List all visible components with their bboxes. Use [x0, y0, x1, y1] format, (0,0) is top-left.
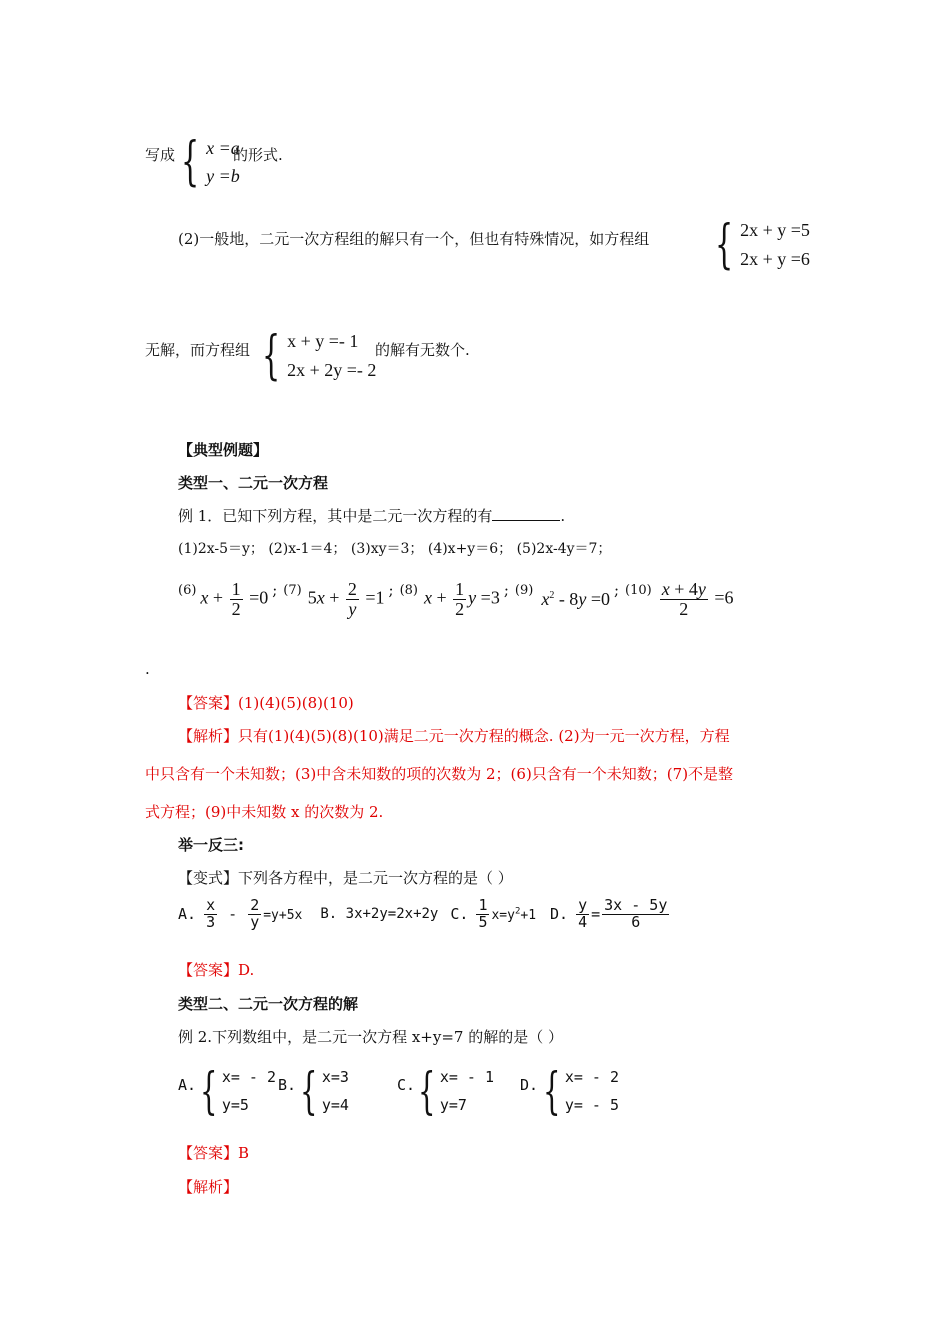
item-8-equation: x + $\frac{1}{2}$ y =3	[424, 579, 500, 619]
option-a-label: A.	[178, 905, 197, 924]
item-9-equation: $x^2 - 8y =0$	[541, 588, 610, 609]
brace-icon: {	[181, 132, 200, 192]
example2-option-a-label: A.	[178, 1076, 197, 1094]
section-title: 【典型例题】	[178, 441, 269, 459]
item-10-equation: $\frac{x + 4y}{2}$ =6	[661, 579, 734, 619]
option-c-label: C.	[450, 905, 469, 924]
item-9-label: (9)	[514, 582, 534, 598]
equations-row-1: (1)2x-5＝y； (2)x-1＝4； (3)xy＝3； (4)x+y＝6； (5)2x-4y＝7；	[178, 541, 612, 557]
example1-analysis-line2: 中只含有一个未知数；(3)中含未知数的项的次数为 2；(6)只含有一个未知数；(7)不是整	[145, 765, 734, 783]
item-7-label: (7)	[283, 582, 302, 598]
example2-option-d	[543, 1063, 619, 1119]
type1-title: 类型一、二元一次方程	[178, 474, 329, 492]
option-d-line-1: x= - 2	[564, 1068, 619, 1086]
example1-text: 例 1．已知下列方程，其中是二元一次方程的有	[178, 507, 493, 525]
brace-icon: {	[418, 1062, 436, 1120]
example1-analysis-line1: 【解析】只有(1)(4)(5)(8)(10)满足二元一次方程的概念. (2)为一元一次方程，方程	[178, 727, 730, 745]
sys-line-1: x =a	[206, 138, 240, 158]
example2-option-b	[300, 1063, 349, 1119]
type2-title: 类型二、二元一次方程的解	[178, 995, 359, 1013]
example1-end: .	[560, 507, 566, 525]
item-8-label: (8)	[399, 582, 419, 598]
option-b: B. 3x+2y=2x+2y	[320, 906, 439, 923]
item-6-equation: x + $\frac{1}{2}$ =0	[200, 579, 269, 619]
system-no-solution	[715, 216, 810, 274]
example2-option-b-label: B.	[278, 1076, 297, 1094]
sys-line-2: 2x + y =6	[740, 249, 810, 269]
example2-question: 例 2.下列数组中，是二元一次方程 x+y=7 的解的是（ ）	[178, 1028, 563, 1046]
option-c-line-2: y=7	[439, 1096, 467, 1114]
answer-blank	[492, 506, 560, 521]
example1-question	[178, 505, 565, 526]
example2-answer: 【答案】B	[178, 1144, 250, 1162]
period: .	[145, 660, 150, 678]
example2-option-c	[418, 1063, 494, 1119]
item-10-label: (10)	[625, 582, 652, 598]
intro-p1-before: 写成	[145, 146, 176, 164]
option-d-equation: $\frac{y}{4}$ = $\frac{3x - 5y}{6}$	[578, 896, 668, 931]
system-infinite	[262, 327, 376, 385]
brace-icon: {	[300, 1062, 318, 1120]
item-7-equation: 5x + $\frac{2}{y}$ =1	[307, 579, 385, 619]
example2-option-a	[200, 1063, 276, 1119]
option-d-line-2: y= - 5	[564, 1096, 619, 1114]
intro-p1-after: 的形式.	[233, 146, 283, 164]
option-b-line-2: y=4	[321, 1096, 349, 1114]
option-c-equation: $\frac{1}{5}$ $x=y^2+1$	[478, 896, 537, 931]
intro-p3-before: 无解，而方程组	[145, 341, 251, 359]
example1-analysis-line3: 式方程；(9)中未知数 x 的次数为 2.	[145, 803, 384, 821]
option-c-line-1: x= - 1	[439, 1068, 494, 1086]
variant-question: 【变式】下列各方程中，是二元一次方程的是（ ）	[178, 869, 513, 887]
sys-line-2: y =b	[206, 166, 240, 186]
system-xa-yb	[181, 134, 240, 190]
option-b-line-1: x=3	[321, 1068, 349, 1086]
variant-options	[178, 898, 671, 931]
intro-p3-after: 的解有无数个.	[375, 341, 470, 359]
sys-line-2: 2x + 2y =- 2	[287, 360, 377, 380]
example2-option-c-label: C.	[397, 1076, 416, 1094]
practice-title: 举一反三:	[178, 836, 244, 854]
example1-answer: 【答案】(1)(4)(5)(8)(10)	[178, 694, 354, 712]
option-a-equation: $\frac{x}{3}$ - $\frac{2}{y}$ =y+5x	[206, 896, 303, 931]
equations-row-2: (6) x + $\frac{1}{2}$ =0 ; (7) 5x + $\frac{2}{y}$ =1 ; (8) x + $\frac{1}{2}$ y =3 ; (9) $x^2 - 8y =0$ ; (10) $\frac{x + 4y}{2}$ =6	[178, 579, 734, 619]
option-a-line-2: y=5	[221, 1096, 249, 1114]
brace-icon: {	[543, 1062, 561, 1120]
sys-line-1: 2x + y =5	[740, 220, 810, 240]
variant-answer: 【答案】D.	[178, 961, 255, 979]
brace-icon: {	[715, 215, 734, 275]
brace-icon: {	[200, 1062, 218, 1120]
option-d-label: D.	[550, 905, 569, 924]
sys-line-1: x + y =- 1	[287, 331, 359, 351]
brace-icon: {	[262, 326, 281, 386]
example2-analysis: 【解析】	[178, 1178, 239, 1196]
example2-option-d-label: D.	[520, 1076, 539, 1094]
intro-p2-text: (2)一般地，二元一次方程组的解只有一个，但也有特殊情况，如方程组	[178, 230, 650, 248]
item-6-label: (6)	[178, 582, 197, 598]
option-a-line-1: x= - 2	[221, 1068, 276, 1086]
